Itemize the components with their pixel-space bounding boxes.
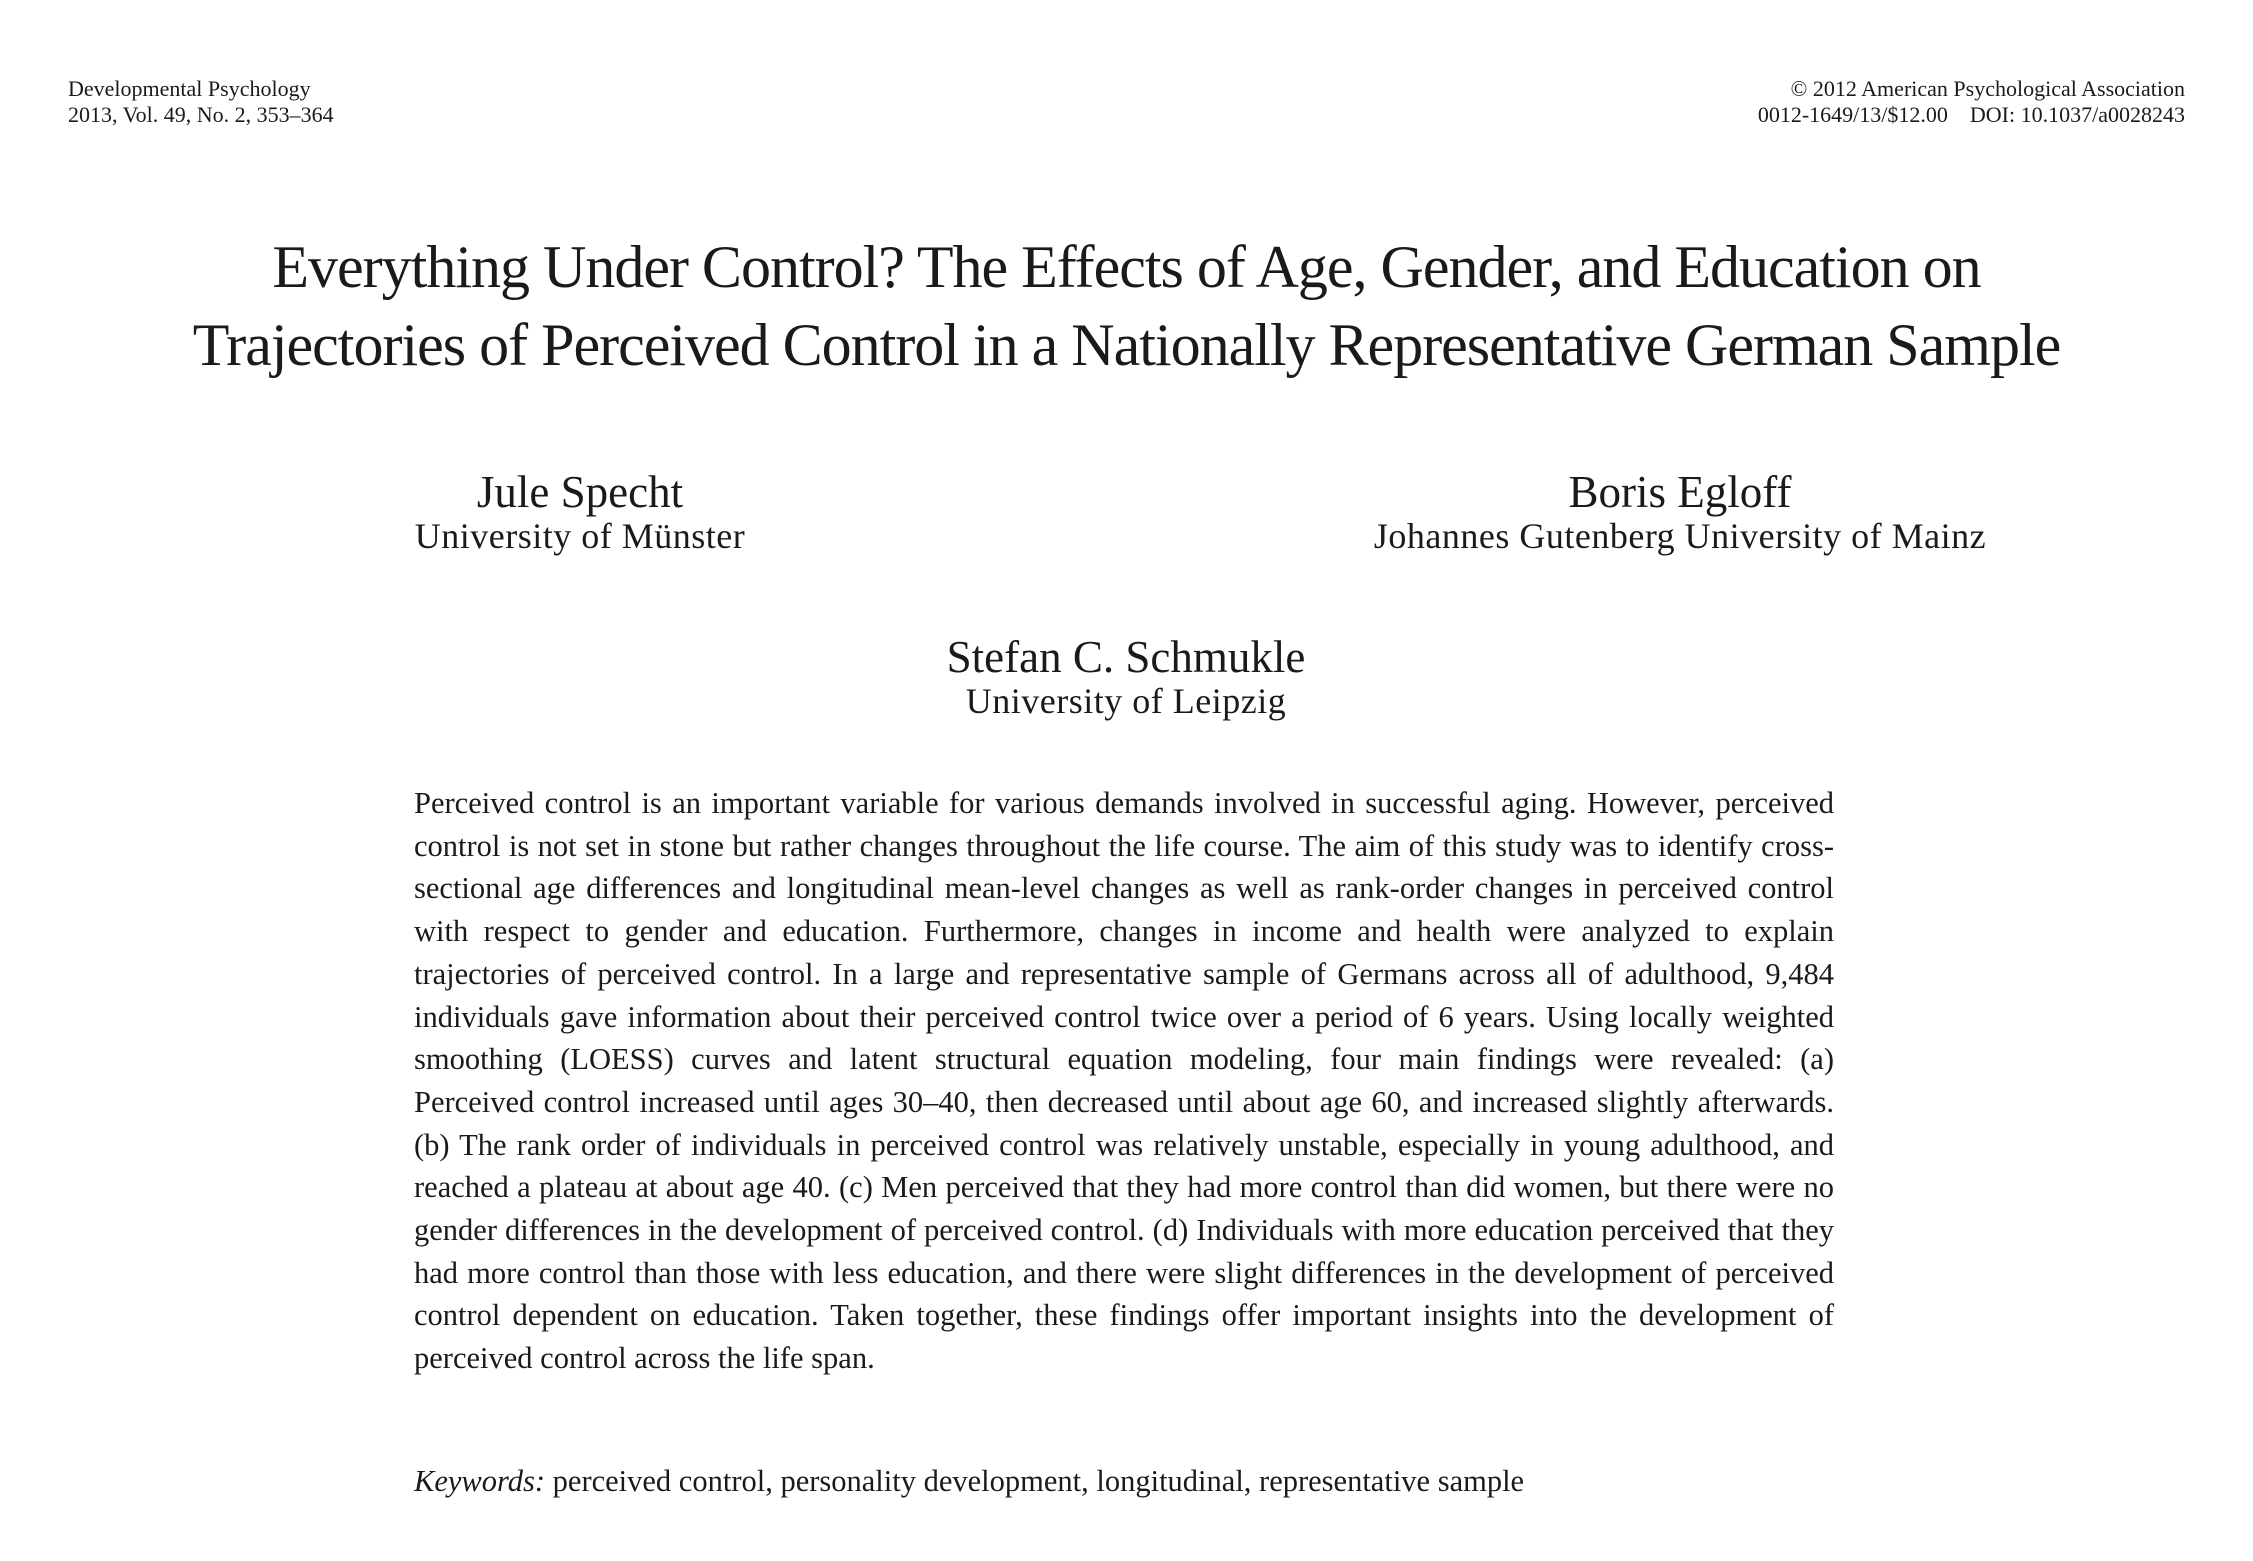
author-block bbox=[380, 468, 780, 556]
doi-line: 0012-1649/13/$12.00 DOI: 10.1037/a0028243 bbox=[1757, 102, 2185, 127]
author-affiliation: University of Leipzig bbox=[965, 681, 1287, 721]
paper-title bbox=[0, 228, 2253, 384]
keywords-label: Keywords: bbox=[414, 1464, 546, 1498]
title-line-1: Everything Under Control? The Effects of Age, Gender, and Education on bbox=[272, 234, 1981, 300]
author-name: Stefan C. Schmukle bbox=[946, 632, 1306, 682]
keywords-text: perceived control, personality development, longitudinal, representative sample bbox=[552, 1464, 1525, 1498]
keywords bbox=[414, 1460, 1524, 1502]
journal-name: Developmental Psychology bbox=[68, 76, 311, 101]
author-block bbox=[1340, 468, 2020, 556]
publisher-header bbox=[1758, 76, 2185, 128]
author-name: Jule Specht bbox=[476, 467, 684, 517]
journal-issue: 2013, Vol. 49, No. 2, 353–364 bbox=[68, 102, 334, 127]
journal-header bbox=[68, 76, 334, 128]
abstract: Perceived control is an important variable for various demands involved in successful aging. However, perceived control is not set in stone but rather changes throughout the life course. The aim of this study was to identify cross-sectional age differences and longitudinal mean-level changes as well as rank-order changes in perceived control with respect to gender and education. Furthermore, changes in income and health were analyzed to explain trajectories of perceived control. In a large and representative sample of Germans across all of adulthood, 9,484 individuals gave information about their perceived control twice over a period of 6 years. Using locally weighted smoothing (LOESS) curves and latent structural equation modeling, four main findings were revealed: (a) Perceived control increased until ages 30–40, then decreased until about age 60, and increased slightly afterwards. (b) The rank order of individuals in perceived control was relatively unstable, especially in young adulthood, and reached a plateau at about age 40. (c) Men perceived that they had more control than did women, but there were no gender differences in the development of perceived control. (d) Individuals with more education perceived that they had more control than those with less education, and there were slight differences in the development of perceived control dependent on education. Taken together, these findings offer important insights into the development of perceived control across the life span. bbox=[414, 786, 1834, 1376]
author-name: Boris Egloff bbox=[1568, 467, 1792, 517]
author-affiliation: Johannes Gutenberg University of Mainz bbox=[1373, 516, 1987, 556]
copyright-line: © 2012 American Psychological Association bbox=[1790, 76, 2185, 101]
title-line-2: Trajectories of Perceived Control in a Nationally Representative German Sample bbox=[192, 312, 2061, 378]
author-block bbox=[826, 633, 1426, 721]
author-affiliation: University of Münster bbox=[414, 516, 746, 556]
